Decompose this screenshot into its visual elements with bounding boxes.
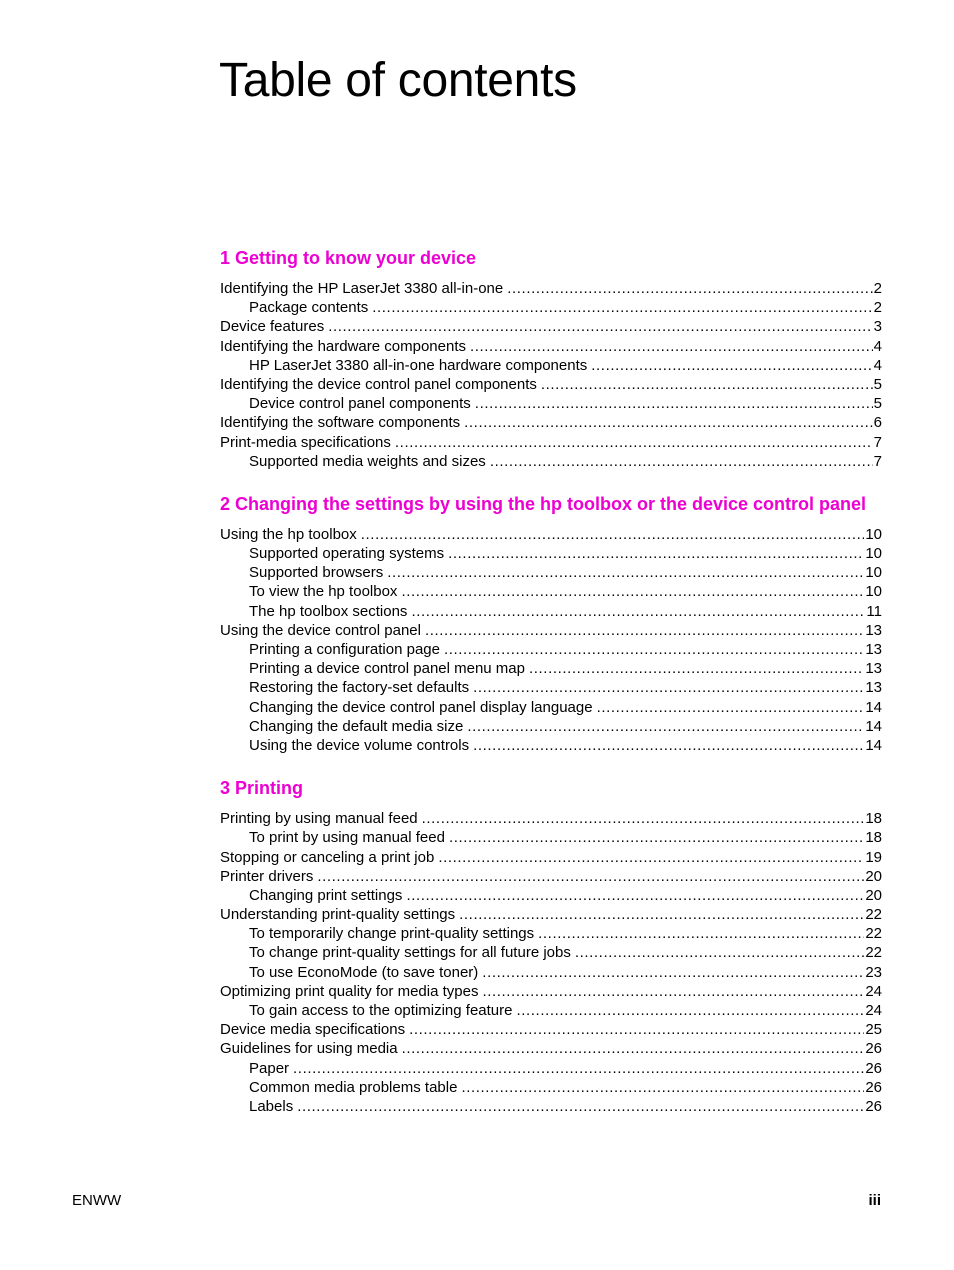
toc-entry-page-number: 14 [865, 698, 882, 716]
toc-entry-title: Print-media specifications [220, 433, 391, 451]
toc-entry[interactable] [220, 886, 882, 905]
toc-entry[interactable] [220, 1001, 882, 1020]
dot-leader [438, 848, 864, 867]
toc-entry-title: Using the device control panel [220, 621, 421, 639]
toc-entry[interactable] [220, 1059, 882, 1078]
toc-entry[interactable] [220, 375, 882, 394]
toc-entry-page-number: 22 [865, 944, 882, 962]
toc-entry-title: Printer drivers [220, 867, 314, 885]
chapter-section [220, 777, 882, 1116]
dot-leader [395, 433, 873, 452]
toc-entry-page-number: 7 [873, 452, 882, 470]
toc-entry-title: Printing a configuration page [249, 641, 440, 658]
dot-leader [425, 621, 864, 640]
toc-entry-title: To gain access to the optimizing feature [249, 1002, 513, 1019]
dot-leader [411, 602, 865, 621]
dot-leader [449, 828, 864, 847]
toc-entry[interactable] [220, 982, 882, 1001]
toc-entry-page-number: 25 [865, 1021, 882, 1039]
toc-entry[interactable] [220, 943, 882, 962]
toc-entry-title: Supported operating systems [249, 545, 445, 563]
toc-entry[interactable] [220, 602, 882, 621]
dot-leader [361, 525, 865, 544]
toc-entry-title: HP LaserJet 3380 all-in-one hardware components [249, 356, 588, 374]
toc-entry-page-number: 22 [865, 925, 882, 943]
toc-entry-page-number: 14 [865, 717, 882, 735]
toc-entry-page-number: 4 [873, 337, 882, 355]
toc-entry[interactable] [220, 905, 882, 924]
toc-entry-page-number: 5 [873, 395, 882, 413]
footer-page-number: iii [868, 1192, 881, 1209]
toc-entry-page-number: 13 [865, 641, 882, 658]
toc-entry-page-number: 10 [865, 583, 882, 601]
dot-leader [467, 717, 864, 736]
toc-entry-page-number: 26 [865, 1078, 882, 1096]
dot-leader [401, 582, 864, 601]
toc-entry-title: Identifying the software components [220, 414, 461, 432]
toc-entry-page-number: 5 [873, 375, 882, 393]
toc-entry-page-number: 18 [865, 829, 882, 847]
toc-entry-title: Changing print settings [249, 886, 403, 904]
dot-leader [461, 1078, 864, 1097]
dot-leader [402, 1039, 865, 1058]
toc-entry[interactable] [220, 337, 882, 356]
chapter-section [220, 247, 882, 471]
chapter-heading[interactable]: 3 Printing [220, 778, 304, 799]
toc-entry[interactable] [220, 394, 882, 413]
toc-entry-title: Stopping or canceling a print job [220, 848, 435, 866]
table-of-contents [220, 247, 882, 1138]
toc-entry-title: Identifying the device control panel components [220, 375, 537, 393]
dot-leader [490, 452, 873, 471]
toc-entry[interactable] [220, 659, 882, 678]
dot-leader [475, 394, 873, 413]
footer-label: ENWW [72, 1192, 122, 1209]
dot-leader [516, 1001, 864, 1020]
toc-entry-title: Common media problems table [249, 1078, 458, 1096]
dot-leader [482, 982, 864, 1001]
dot-leader [387, 563, 864, 582]
chapter-heading[interactable]: 2 Changing the settings by using the hp toolbox or the device control panel [220, 493, 867, 514]
dot-leader [591, 356, 872, 375]
toc-entry-title: Device media specifications [220, 1021, 406, 1039]
toc-entry-page-number: 10 [865, 564, 882, 582]
toc-entry-page-number: 6 [873, 414, 882, 432]
toc-entry-title: Supported media weights and sizes [249, 452, 486, 470]
dot-leader [448, 544, 864, 563]
dot-leader [575, 943, 864, 962]
toc-entry-title: Using the hp toolbox [220, 525, 357, 543]
dot-leader [470, 337, 873, 356]
toc-entry-page-number: 20 [865, 886, 882, 904]
dot-leader [541, 375, 873, 394]
dot-leader [482, 963, 864, 982]
toc-entry-page-number: 18 [865, 810, 882, 828]
toc-entry-title: The hp toolbox sections [249, 602, 408, 620]
toc-entry[interactable] [220, 828, 882, 847]
toc-entry-title: Supported browsers [249, 564, 384, 582]
toc-entry-title: Package contents [249, 299, 369, 317]
toc-entry-title: To view the hp toolbox [249, 583, 398, 601]
toc-entry-page-number: 20 [865, 867, 882, 885]
toc-entry-page-number: 11 [866, 602, 882, 620]
toc-entry[interactable] [220, 525, 882, 544]
toc-entry-page-number: 10 [865, 525, 882, 543]
toc-entry-title: Printing a device control panel menu map [249, 660, 525, 678]
chapter-section [220, 493, 882, 755]
toc-entry-page-number: 23 [865, 963, 882, 981]
dot-leader [464, 413, 873, 432]
dot-leader [473, 736, 864, 755]
toc-entry[interactable] [220, 640, 882, 659]
toc-entry-page-number: 22 [865, 906, 882, 924]
toc-entry-title: Labels [249, 1097, 294, 1115]
toc-entry[interactable] [220, 356, 882, 375]
dot-leader [297, 1097, 864, 1116]
toc-entry[interactable] [220, 848, 882, 867]
toc-entry-page-number: 10 [865, 545, 882, 563]
toc-entry[interactable] [220, 433, 882, 452]
toc-entry[interactable] [220, 924, 882, 943]
toc-entry[interactable] [220, 1078, 882, 1097]
toc-entry[interactable] [220, 544, 882, 563]
toc-entry-page-number: 26 [865, 1059, 882, 1077]
toc-entry-title: Device features [220, 318, 325, 336]
toc-entry[interactable] [220, 698, 882, 717]
toc-entry-title: Understanding print-quality settings [220, 906, 456, 924]
dot-leader [529, 659, 864, 678]
toc-entry-title: Changing the default media size [249, 717, 464, 735]
toc-entry-page-number: 4 [873, 356, 882, 374]
toc-entry[interactable] [220, 1020, 882, 1039]
toc-entry-page-number: 2 [873, 299, 882, 317]
dot-leader [372, 298, 872, 317]
toc-entry[interactable] [220, 298, 882, 317]
toc-entry-title: To use EconoMode (to save toner) [249, 963, 479, 981]
dot-leader [409, 1020, 864, 1039]
toc-entry[interactable] [220, 736, 882, 755]
toc-entry-title: Restoring the factory-set defaults [249, 679, 470, 697]
toc-entry-page-number: 24 [865, 1002, 882, 1019]
toc-entry[interactable] [220, 963, 882, 982]
dot-leader [406, 886, 864, 905]
dot-leader [422, 809, 865, 828]
toc-entry-page-number: 14 [865, 736, 882, 754]
toc-entry-title: Changing the device control panel display language [249, 698, 593, 716]
toc-entry[interactable] [220, 1039, 882, 1058]
toc-entry-title: Using the device volume controls [249, 736, 470, 754]
dot-leader [293, 1059, 864, 1078]
toc-entry[interactable] [220, 621, 882, 640]
page-title: Table of contents [219, 54, 577, 107]
dot-leader [507, 279, 872, 298]
dot-leader [538, 924, 864, 943]
toc-entry[interactable] [220, 563, 882, 582]
toc-entry-title: Identifying the hardware components [220, 337, 466, 355]
toc-entry-page-number: 3 [873, 318, 882, 336]
dot-leader [597, 698, 865, 717]
dot-leader [459, 905, 864, 924]
toc-entry[interactable] [220, 1097, 882, 1116]
dot-leader [317, 867, 864, 886]
toc-entry-title: Paper [249, 1059, 290, 1077]
toc-entry[interactable] [220, 413, 882, 432]
toc-entry[interactable] [220, 867, 882, 886]
dot-leader [328, 317, 872, 336]
toc-entry-page-number: 13 [865, 660, 882, 678]
toc-entry-page-number: 19 [865, 848, 882, 866]
toc-entry[interactable] [220, 582, 882, 601]
chapter-heading[interactable]: 1 Getting to know your device [220, 248, 477, 268]
toc-entry-page-number: 26 [865, 1097, 882, 1115]
toc-entry-page-number: 24 [865, 982, 882, 1000]
toc-entry[interactable] [220, 678, 882, 697]
dot-leader [473, 678, 864, 697]
toc-entry-title: Identifying the HP LaserJet 3380 all-in-one [220, 280, 504, 297]
toc-entry[interactable] [220, 317, 882, 336]
toc-entry[interactable] [220, 809, 882, 828]
toc-entry-title: Optimizing print quality for media types [220, 982, 479, 1000]
toc-entry[interactable] [220, 452, 882, 471]
toc-entry-page-number: 13 [865, 621, 882, 639]
toc-entry[interactable] [220, 279, 882, 298]
toc-entry-title: To change print-quality settings for all future jobs [249, 944, 571, 962]
toc-entry-title: Device control panel components [249, 395, 471, 413]
toc-entry-title: To temporarily change print-quality settings [249, 925, 535, 943]
toc-entry-page-number: 13 [865, 679, 882, 697]
toc-entry-page-number: 7 [873, 433, 882, 451]
toc-entry-title: Printing by using manual feed [220, 810, 418, 828]
toc-entry-title: To print by using manual feed [249, 829, 445, 847]
toc-entry-page-number: 26 [865, 1040, 882, 1058]
toc-entry-page-number: 2 [873, 280, 882, 297]
toc-entry[interactable] [220, 717, 882, 736]
toc-entry-title: Guidelines for using media [220, 1040, 398, 1058]
dot-leader [444, 640, 864, 659]
